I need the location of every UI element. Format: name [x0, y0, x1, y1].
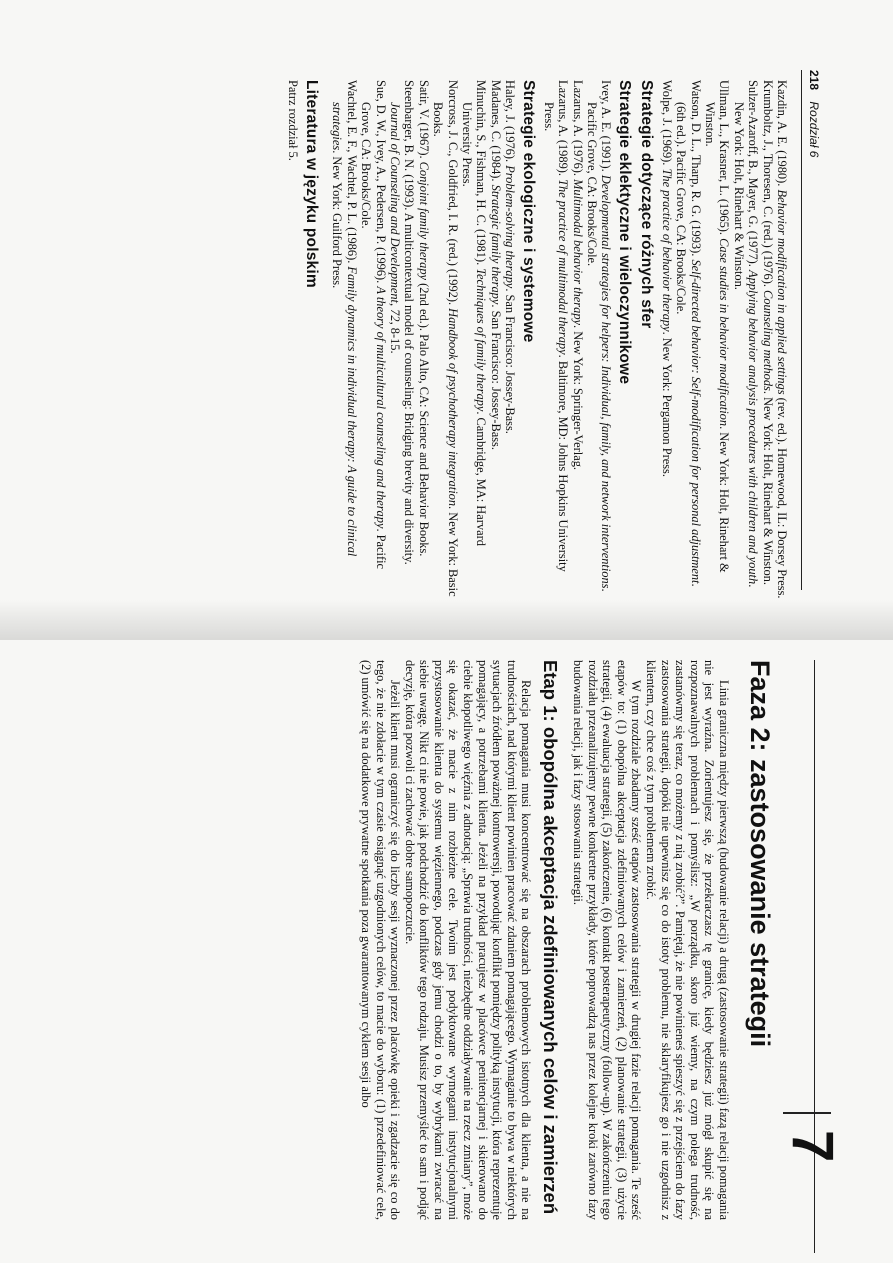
reference-publisher: . New York: Holt, Rinehart & Winston. — [760, 390, 775, 585]
right-page — [0, 640, 893, 1263]
reference-title: The practice of behavior therapy — [659, 168, 674, 332]
reference-title: Behavior modification in applied settings — [775, 189, 789, 395]
heading-eclectic: Strategie eklektyczne i wieloczynnikowe — [616, 80, 634, 385]
reference-entry — [775, 80, 789, 600]
reference-authors: Lazarus, A. (1976). — [570, 80, 585, 180]
reference-title: Techniques of family therapy — [474, 268, 489, 412]
refs-top — [659, 80, 789, 600]
reference-title: Case studies in behavior modification — [717, 238, 732, 427]
reference-entry — [674, 80, 703, 600]
intro-paragraph-2: W tym rozdziale zbadamy sześć etapów zastosowania strategii w drugiej fazie relacji pomagania. Te sześć etapów to: (1) obopólna akceptacja zdefiniowanych celów i zamierzeń, (2) planowanie strategii, (3) użycie strategii, (4) ewaluacja strategii, (5) zakończenie, (6) kontakt posterapeutyczny (follow-up). W zakończeniu tego rozdziału przeanalizujemy pewne konkretne przykłady, które poprowadzą nas przez kolejne kroki zarówno fazy budowania relacji, jak i fazy stosowania strategii. — [571, 660, 644, 1220]
reference-entry — [503, 80, 517, 600]
reference-title: Strategic family therapy — [488, 184, 503, 305]
reference-publisher: (2nd ed.). Palo Alto, CA: Science and Behavior Books. — [416, 280, 431, 557]
reference-publisher: , 8-15. — [388, 321, 403, 354]
section-paragraph-2: Jeżeli klient musi ograniczyć się do liczby sesji wyznaczonej przez placówkę opieki i zgadzacie się co do tego, że nie zdołacie w tym czasie osiągnąć uzgodnionych celów, to macie do wyboru: (1) przedefiniować cele, (2) umówić się na dodatkowe prywatne spotkania poza gwarantowanym cyklem sesji albo — [358, 660, 403, 1220]
reference-authors: Kazdin, A. E. (1980). — [775, 80, 789, 190]
reference-entry — [388, 80, 417, 600]
reference-publisher: . (6th ed.). Pacific Grove, CA: Brooks/Cole. — [674, 102, 703, 587]
reference-title: Problem-solving therapy — [503, 165, 518, 289]
reference-entry — [659, 80, 673, 600]
reference-authors: Sue, D. W., Ivey, A., Pedersen, P. (1996). — [373, 80, 388, 287]
reference-entry — [431, 80, 460, 600]
gutter-shadow — [0, 600, 893, 640]
reference-entry — [330, 80, 359, 600]
reference-title: Developmental strategies for helpers: Individual, family, and network interventions — [599, 174, 614, 589]
reference-publisher: . Cambridge, MA: Harvard University Press. — [460, 102, 489, 546]
reference-publisher: . New York: Guilford Press. — [330, 150, 345, 289]
reference-title: Journal of Counseling and Development, 72 — [388, 102, 403, 322]
left-page — [0, 0, 893, 630]
reference-title: Conjoint family therapy — [416, 161, 431, 281]
reference-entry — [489, 80, 503, 600]
reference-authors: Wachtel, E. F., Wachtel, P. L. (1986). — [344, 80, 359, 267]
reference-authors: Sulzer-Azaroff, B., Mayer, G. (1977). — [746, 80, 761, 270]
reference-entry — [460, 80, 489, 600]
reference-authors: Satir, V. (1967). — [416, 80, 431, 162]
refs-systemic — [330, 80, 517, 600]
heading-polish-literature: Literatura w języku polskim — [303, 80, 321, 288]
chapter-number-divider — [783, 1112, 831, 1114]
chapter-body — [358, 660, 731, 1220]
refs-eclectic — [541, 80, 613, 600]
reference-publisher: . New York: Pergamon Press. — [659, 331, 674, 477]
reference-title: The practice of multimodal therapy — [556, 179, 571, 355]
section-paragraph-1: Relacja pomagania musi koncentrować się na obszarach problemowych istotnych dla klienta, a nie na trudnościach, nad którymi klient powinien pracować zdaniem pomagającego. Wymaganie to bywa w niektórych sytuacjach źródłem poważnej kontrowersji, powodując konflikt pomiędzy polityką instytucji, która reprezentuje pomagający, a potrzebami klienta. Jeżeli na przykład pracujesz w placówce penitencjarnej i skierowano do ciebie kłopotliwego więźnia z adnotacją: „Sprawia trudności, niezbędne oddziaływanie na rzecz zmiany”, może się okazać, że macie z nim rozbieżne cele. Twoim jest podyktowane wymogami instytucjonalnymi przystosowanie klienta do systemu więziennego, podczas gdy jemu chodzi o to, by wybrykami zwracać na siebie uwagę. Nikt ci nie powie, jak podchodzić do konfliktów tego rodzaju. Musisz przemyśleć to sam i podjąć decyzję, która pozwoli ci zachować dobre samopoczucie. — [402, 660, 534, 1220]
reference-title: A theory of multicultural counseling and therapy — [373, 286, 388, 529]
reference-publisher: . Baltimore, MD: Johns Hopkins University Press. — [541, 102, 571, 572]
section-title: Etap 1: obopólna akceptacja zdefiniowanych celów i zamierzeń — [540, 660, 562, 1215]
reference-publisher: . New York: Holt, Rinehart & Winston. — [702, 102, 732, 573]
reference-authors: Krumboltz, J., Thoresen, C. (red.) (1976). — [760, 80, 775, 291]
reference-entry — [359, 80, 388, 600]
reference-list — [286, 80, 789, 600]
reference-authors: Ullman, L., Krasner, L. (1965). — [717, 80, 732, 239]
reference-title: Self-directed behavior: Self-modification for personal adjustment — [688, 259, 703, 584]
reference-publisher: . San Francisco: Jossey-Bass. — [488, 304, 503, 450]
reference-authors: Lazarus, A. (1989). — [556, 80, 571, 180]
reference-entry — [541, 80, 570, 600]
reference-title: Multimodal behavior therapy — [570, 179, 585, 326]
reference-title: Handbook of psychotherapy integration — [445, 308, 460, 507]
polish-literature-note: Patrz rozdział 5. — [286, 80, 301, 161]
reference-title: Applying behavior analysis procedures with children and youth — [746, 270, 761, 585]
chapter-title: Faza 2: zastosowanie strategii — [745, 660, 775, 1048]
reference-authors: Norcross, J. C., Goldfried, I. R. (red.) (1992). — [445, 80, 460, 309]
reference-authors: Wolpe, J. (1969). — [659, 80, 674, 169]
reference-entry — [570, 80, 584, 600]
reference-authors: Ivey, A. E. (1991). — [599, 80, 614, 175]
intro-paragraph-1: Linia graniczna między pierwszą (budowanie relacji) a drugą (zastosowanie strategii) fazą relacji pomagania nie jest wyraźna. Zorientujesz się, że przekraczasz tę granicę, kiedy będziesz już mógł skupić się na rozpoznawalnych problemach i pomyślisz: „W porządku, skoro już wiemy, na czym polega trudność, zastanówmy się teraz, co możemy z nią zrobić?”. Pamiętaj, że nie powinieneś spieszyć się z przejściem do fazy zastosowania strategii, dopóki nie upewnisz się co do istoty problemu, nie sklaryfikujesz go i nie uzgodnisz z klientem, czy chce coś z tym problemem zrobić. — [644, 660, 731, 1220]
reference-entry — [416, 80, 430, 600]
reference-authors: Steenbarger, B. N. (1993). A multicontextual model of counseling: Bridging brevity and diversity. — [402, 80, 417, 565]
reference-publisher: (rev. ed.). Homewood, IL: Dorsey Press. — [775, 394, 789, 599]
reference-publisher: . New York: Springer-Verlag. — [570, 325, 585, 471]
running-head-title: Rozdział 6 — [807, 101, 821, 158]
reference-publisher: . San Francisco: Jossey-Bass. — [503, 288, 518, 434]
reference-title: Family dynamics in individual therapy: A guide to clinical strategies — [330, 102, 359, 557]
reference-authors: Madanes, C. (1984). — [488, 80, 503, 185]
reference-publisher: . Pacific Grove, CA: Brooks/Cole. — [359, 102, 388, 570]
reference-authors: Minuchin, S., Fishman, H. C. (1981). — [474, 80, 489, 269]
heading-systemic: Strategie ekologiczne i systemowe — [520, 80, 538, 343]
reference-title: Counseling methods — [760, 290, 775, 391]
page-number: 218 — [807, 70, 821, 91]
reference-authors: Watson, D. L., Tharp, R. G. (1993). — [688, 80, 703, 260]
reference-publisher: . New York: Holt, Rinehart & Winston. — [731, 102, 761, 588]
reference-entry — [703, 80, 732, 600]
reference-publisher: . New York: Basic Books. — [431, 102, 460, 597]
running-header — [801, 70, 821, 590]
reference-entry — [585, 80, 614, 600]
reference-entry — [760, 80, 774, 600]
chapter-number: 7 — [780, 1130, 845, 1163]
reference-authors: Haley, J. (1976). — [503, 80, 518, 166]
reference-publisher: . Pacific Grove, CA: Brooks/Cole. — [584, 102, 614, 592]
reference-entry — [731, 80, 760, 600]
heading-various-areas: Strategie dotyczące różnych sfer — [638, 80, 656, 329]
